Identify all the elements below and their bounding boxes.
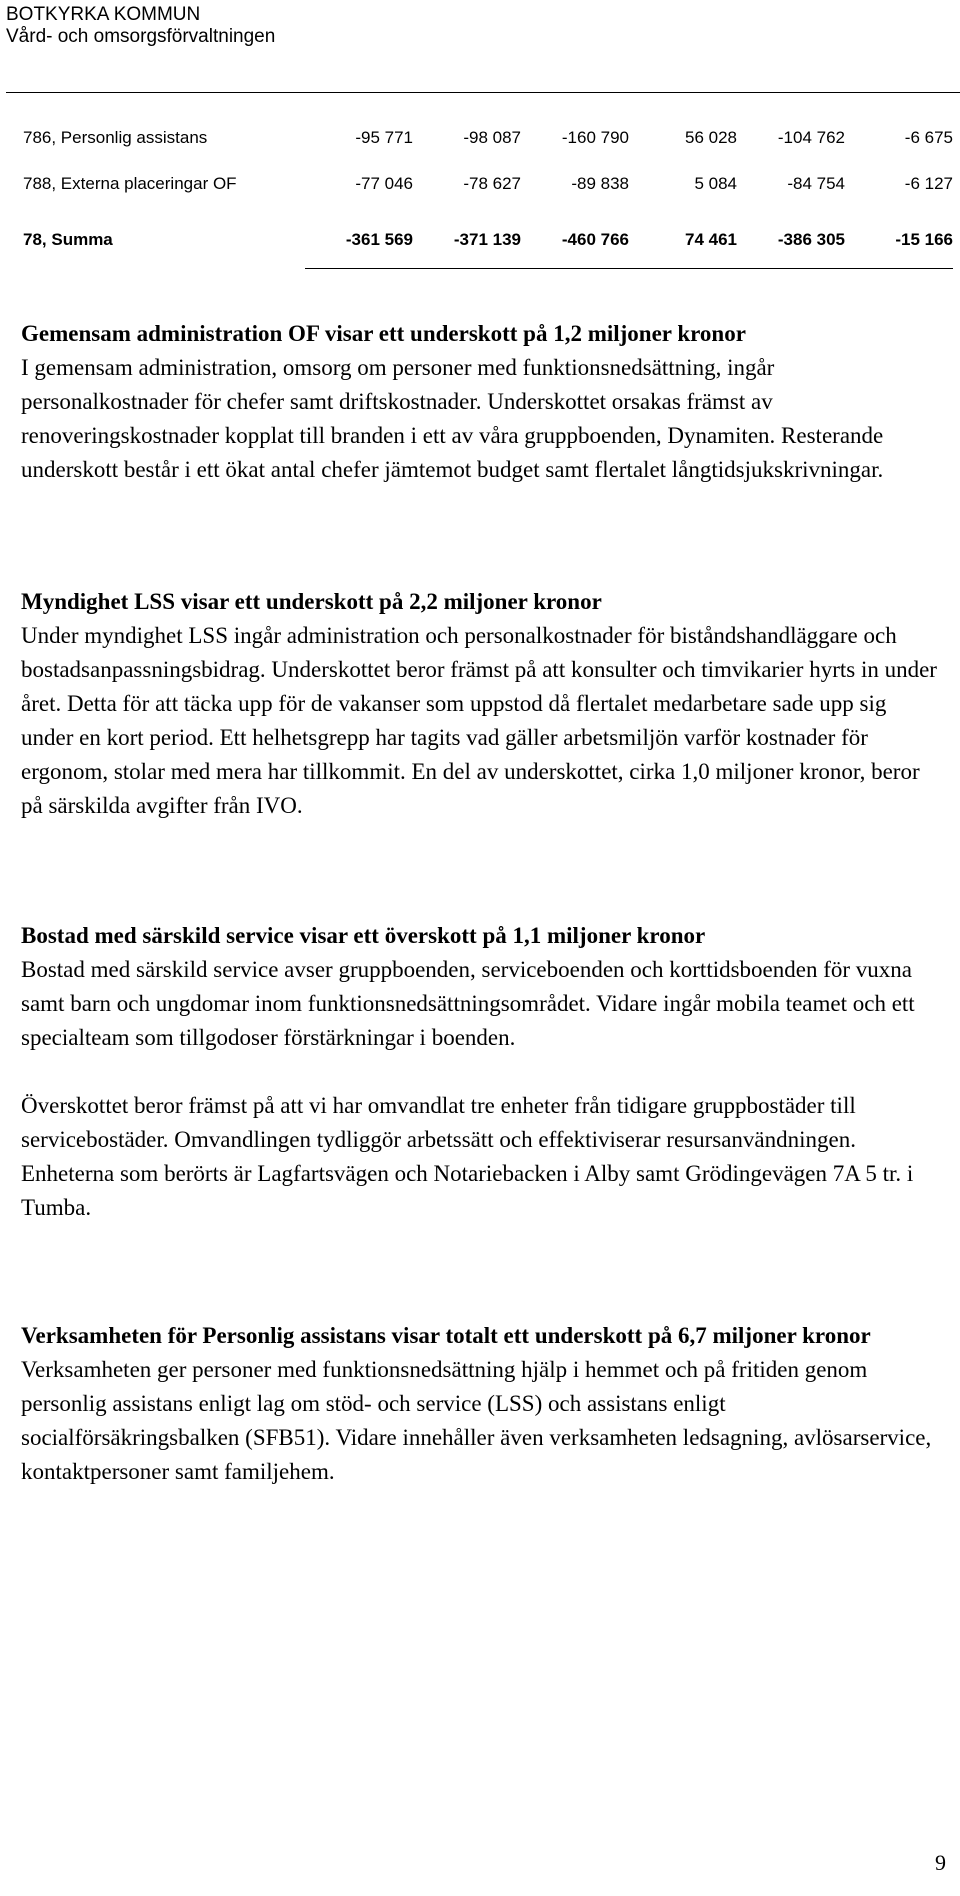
table-cell: 56 028 bbox=[685, 128, 737, 147]
section-heading: Gemensam administration OF visar ett underskott på 1,2 miljoner kronor bbox=[21, 321, 746, 346]
table-cell: -6 675 bbox=[904, 128, 953, 147]
section-body: Under myndighet LSS ingår administration och personalkostnader för biståndshandläggare och bostadsanpassningsbidrag. Underskottet beror främst på att konsulter och timvikarier hyrts in under året. Detta för att täcka upp för de vakanser som uppstod då flertalet medarbetare sade upp sig under en kort period. Ett helhetsgrepp har tagits vad gäller arbetsmiljön varför kostnader för ergonom, stolar med mera har tillkommit. En del av underskottet, cirka 1,0 miljoner kronor, beror på särskilda avgifter från IVO. bbox=[21, 623, 937, 818]
table-cell: -84 754 bbox=[787, 174, 845, 193]
table-cell: -78 627 bbox=[463, 174, 521, 193]
table-total-row bbox=[23, 212, 953, 269]
table-cell: 74 461 bbox=[629, 212, 737, 269]
header-divider bbox=[6, 92, 960, 93]
table-cell: 5 084 bbox=[694, 174, 737, 193]
row-label: 786, Personlig assistans bbox=[23, 128, 208, 147]
section-heading: Myndighet LSS visar ett underskott på 2,2 miljoner kronor bbox=[21, 589, 602, 614]
table-cell: -6 127 bbox=[904, 174, 953, 193]
page-number: 9 bbox=[935, 1850, 946, 1875]
section-body: Verksamheten ger personer med funktionsnedsättning hjälp i hemmet och på fritiden genom personlig assistans enligt lag om stöd- och service (LSS) och assistans enligt socialförsäkringsbalken (SFB51). Vidare innehåller även verksamheten ledsagning, avlösarservice, kontaktpersoner samt familjehem. bbox=[21, 1357, 932, 1484]
section-body: I gemensam administration, omsorg om personer med funktionsnedsättning, ingår personalkostnader för chefer samt driftskostnader. Underskottet orsakas främst av renoveringskostnader kopplat till branden i ett av våra gruppboenden, Dynamiten. Resterande underskott består i ett ökat antal chefer jämtemot budget samt flertalet långtidsjukskrivningar. bbox=[21, 355, 884, 482]
table-cell: -361 569 bbox=[305, 212, 413, 269]
table-cell: -95 771 bbox=[355, 128, 413, 147]
table-cell: -371 139 bbox=[413, 212, 521, 269]
table-cell: -160 790 bbox=[561, 128, 629, 147]
table-row bbox=[23, 120, 953, 156]
table-row bbox=[23, 156, 953, 212]
section-body: Överskottet beror främst på att vi har omvandlat tre enheter från tidigare gruppbostäder till servicebostäder. Omvandlingen tydliggör arbetssätt och effektiviserar resursanvändningen. Enheterna som berörts är Lagfartsvägen och Notariebacken i Alby samt Grödingevägen 7A 5 tr. i Tumba. bbox=[21, 1093, 914, 1220]
section-body: Bostad med särskild service avser gruppboenden, serviceboenden och korttidsboenden för vuxna samt barn och ungdomar inom funktionsnedsättningsområdet. Vidare ingår mobila teamet och ett specialteam som tillgodoser förstärkningar i boenden. bbox=[21, 957, 915, 1050]
section-personlig-assistans bbox=[21, 1319, 941, 1489]
table-cell: -98 087 bbox=[463, 128, 521, 147]
financial-table bbox=[23, 120, 953, 269]
department-name: Vård- och omsorgsförvaltningen bbox=[6, 26, 276, 47]
section-heading: Bostad med särskild service visar ett överskott på 1,1 miljoner kronor bbox=[21, 923, 706, 948]
organization-name: BOTKYRKA KOMMUN bbox=[6, 4, 201, 25]
section-myndighet-lss bbox=[21, 585, 941, 823]
table-cell: -77 046 bbox=[355, 174, 413, 193]
section-heading: Verksamheten för Personlig assistans visar totalt ett underskott på 6,7 miljoner kronor bbox=[21, 1323, 871, 1348]
row-label: 78, Summa bbox=[23, 230, 113, 250]
table-cell: -460 766 bbox=[521, 212, 629, 269]
document-header bbox=[6, 4, 275, 48]
row-label: 788, Externa placeringar OF bbox=[23, 174, 237, 193]
section-bostad-sarskild-service bbox=[21, 919, 941, 1225]
table-cell: -15 166 bbox=[845, 212, 953, 269]
table-cell: -104 762 bbox=[777, 128, 845, 147]
table-cell: -89 838 bbox=[571, 174, 629, 193]
table-cell: -386 305 bbox=[737, 212, 845, 269]
section-gemensam-administration bbox=[21, 317, 941, 487]
